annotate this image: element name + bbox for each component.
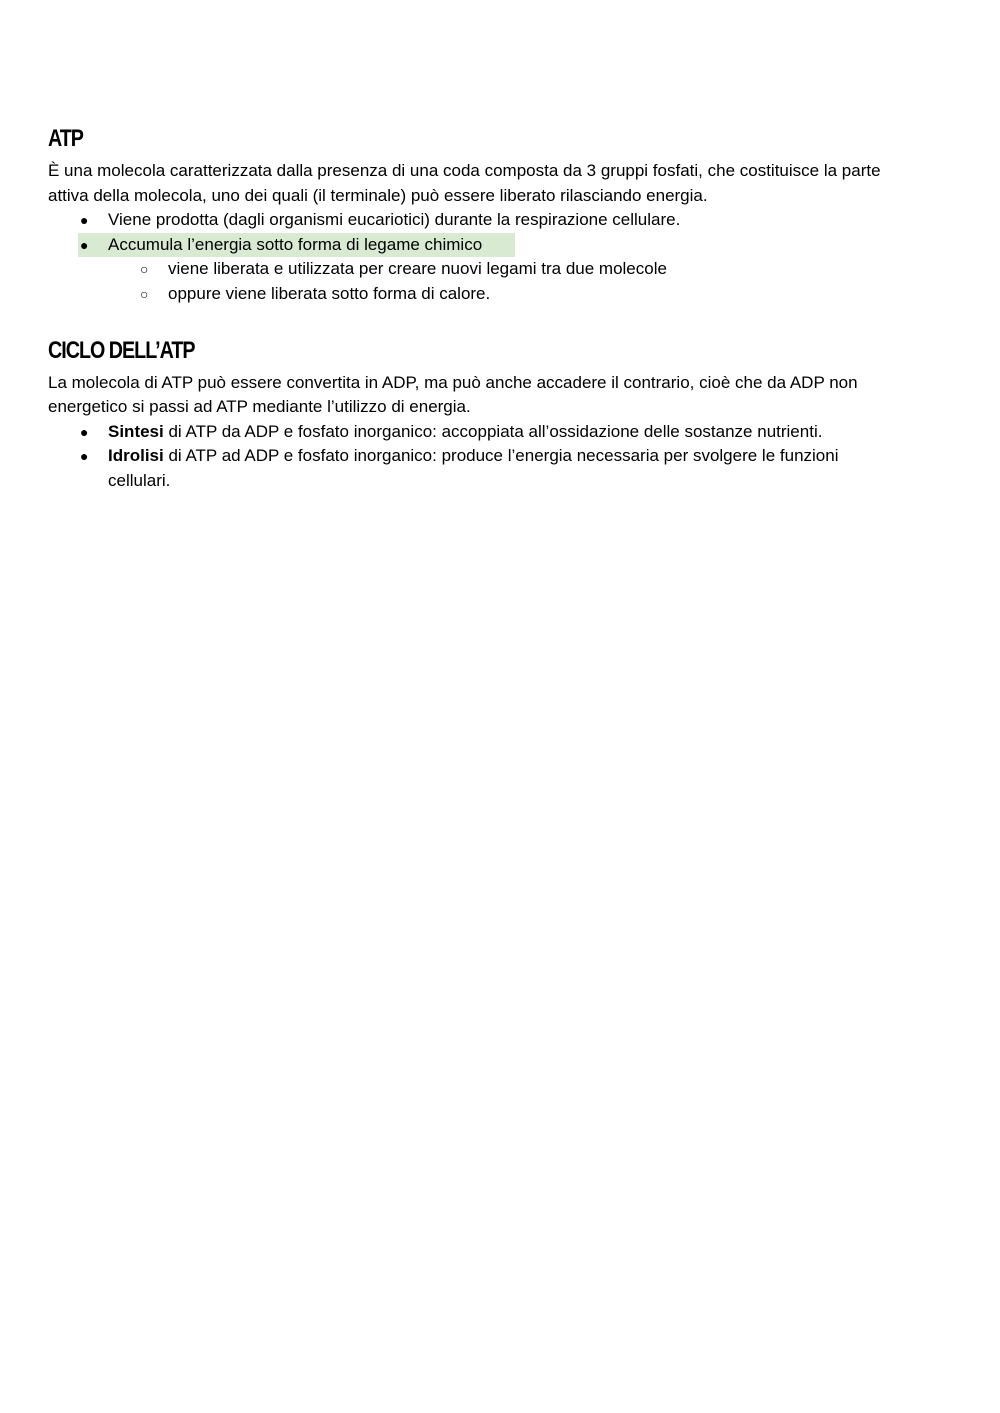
ciclo-intro-line-1: La molecola di ATP può essere convertita in ADP, ma può anche accadere il contrario, cioè che da ADP non [48, 373, 858, 392]
atp-intro-line-2: attiva della molecola, uno dei quali (il terminale) può essere liberato rilasciando energia. [48, 186, 708, 205]
list-item-text-cont: cellulari. [108, 471, 171, 490]
bullet-icon: ● [80, 424, 89, 440]
bold-term: Sintesi [108, 422, 164, 441]
list-item-text: Viene prodotta (dagli organismi eucariotici) durante la respirazione cellulare. [108, 210, 681, 229]
list-item-rest: di ATP da ADP e fosfato inorganico: accoppiata all’ossidazione delle sostanze nutrienti. [163, 422, 823, 441]
list-item-text [108, 420, 968, 445]
ciclo-intro-line-2: energetico si passi ad ATP mediante l’utilizzo di energia. [48, 397, 471, 416]
list-item-rest: di ATP ad ADP e fosfato inorganico: produce l’energia necessaria per svolgere le funzioni [163, 446, 839, 465]
list-item-text: Accumula l’energia sotto forma di legame chimico [108, 235, 483, 254]
sub-list-item-text: viene liberata e utilizzata per creare nuovi legami tra due molecole [168, 259, 667, 278]
sub-list-item-text: oppure viene liberata sotto forma di calore. [168, 284, 491, 303]
heading-atp: ATP [48, 125, 83, 152]
hollow-bullet-icon: ○ [140, 261, 149, 277]
list-item-text [108, 444, 968, 469]
hollow-bullet-icon: ○ [140, 286, 149, 302]
atp-intro-line-1: È una molecola caratterizzata dalla presenza di una coda composta da 3 gruppi fosfati, che costituisce la parte [48, 161, 881, 180]
bullet-icon: ● [80, 237, 89, 253]
bullet-icon: ● [80, 448, 89, 464]
bullet-icon: ● [80, 212, 89, 228]
bold-term: Idrolisi [108, 446, 164, 465]
heading-ciclo-atp: CICLO DELL’ATP [48, 337, 195, 364]
